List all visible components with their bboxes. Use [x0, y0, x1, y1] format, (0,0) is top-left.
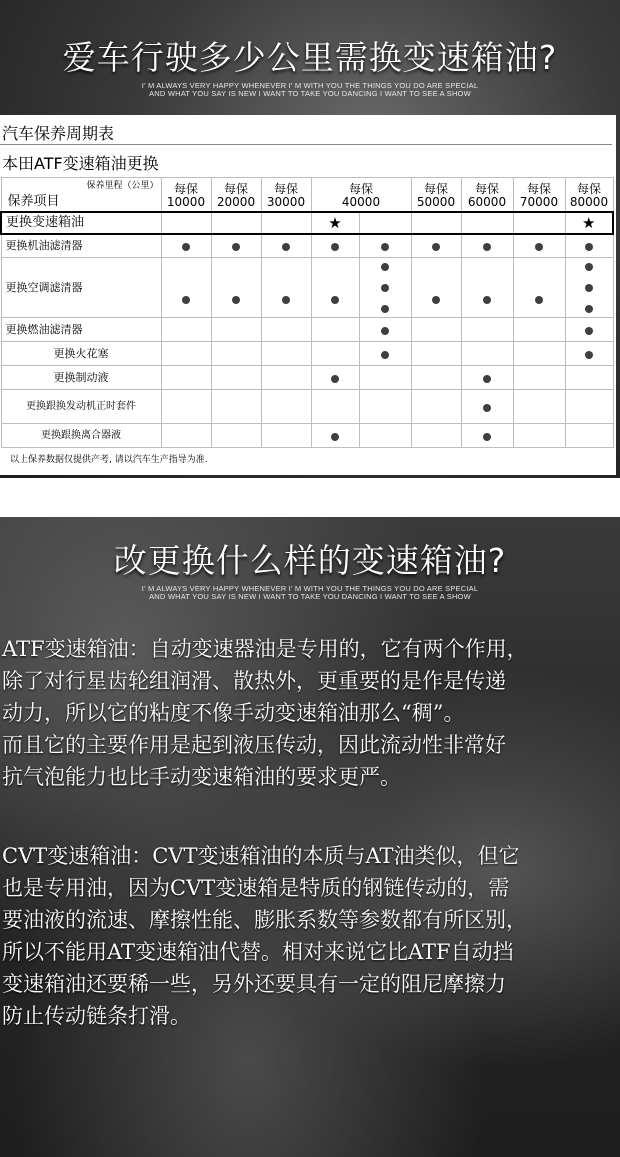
row-label: 更换空调滤清器	[1, 258, 161, 318]
row-label: 更换制动液	[1, 366, 161, 390]
row-label: 更换跟换发动机正时套件	[1, 390, 161, 424]
dot-icon	[182, 243, 190, 251]
dot-icon	[381, 284, 389, 292]
bottom-headline: 改更换什么样的变速箱油?	[113, 541, 507, 580]
col-header: 每保 30000	[261, 178, 311, 212]
dot-icon	[232, 296, 240, 304]
table-row	[1, 342, 613, 366]
table-row	[1, 212, 613, 234]
dot-icon	[331, 296, 339, 304]
table-row	[1, 234, 613, 258]
schedule-table-wrap	[0, 177, 614, 448]
dot-icon	[483, 296, 491, 304]
text-line: 动力，所以它的粘度不像手动变速箱油那么“稠”。	[2, 701, 465, 725]
dot-icon	[282, 243, 290, 251]
dot-icon	[432, 243, 440, 251]
table-row	[1, 390, 613, 424]
sheet-note: 以上保养数据仅提供产考, 请以汽车生产指导为准.	[10, 455, 208, 465]
text-line: 要油液的流速、摩擦性能、膨胀系数等参数都有所区别，	[2, 908, 527, 932]
text-line: CVT变速箱油：CVT变速箱油的本质与AT油类似，但它	[2, 844, 520, 868]
sheet-title: 汽车保养周期表	[2, 124, 115, 143]
sheet-subtitle: 本田ATF变速箱油更换	[2, 154, 159, 173]
table-header-row	[1, 178, 613, 212]
text-line: 而且它的主要作用是起到液压传动，因此流动性非常好	[2, 733, 506, 757]
dot-icon	[535, 243, 543, 251]
dot-icon	[483, 375, 491, 383]
dot-icon	[381, 243, 389, 251]
col-header: 每保 40000	[311, 178, 411, 212]
text-line: ATF变速箱油：自动变速器油是专用的，它有两个作用，	[2, 637, 528, 661]
row-label: 更换变速箱油	[1, 212, 161, 234]
bottom-slogan-line1: I' M ALWAYS VERY HAPPY WHENEVER I' M WITH YOU THE THINGS YOU DO ARE SPECIAL	[141, 584, 479, 593]
item-label: 保养项目	[7, 193, 60, 209]
row-label: 更换跟换离合器液	[1, 424, 161, 448]
table-row	[1, 318, 613, 342]
star-icon: ★	[582, 214, 596, 232]
top-banner	[0, 0, 620, 478]
dot-icon	[585, 305, 593, 313]
text-line: 防止传动链条打滑。	[2, 1004, 191, 1028]
dot-icon	[535, 296, 543, 304]
bottom-slogan	[0, 585, 620, 601]
table-row	[1, 424, 613, 448]
dot-icon	[232, 243, 240, 251]
col-header: 每保 10000	[161, 178, 211, 212]
cvt-paragraph	[2, 840, 620, 1032]
text-line: 所以不能用AT变速箱油代替。相对来说它比ATF自动挡	[2, 940, 514, 964]
dot-icon	[381, 263, 389, 271]
dot-icon	[331, 243, 339, 251]
bottom-banner	[0, 517, 620, 1157]
dot-icon	[381, 305, 389, 313]
dot-icon	[483, 433, 491, 441]
top-slogan-line1: I' M ALWAYS VERY HAPPY WHENEVER I' M WITH YOU THE THINGS YOU DO ARE SPECIAL	[141, 81, 479, 90]
row-label: 更换机油滤清器	[1, 234, 161, 258]
dot-icon	[432, 296, 440, 304]
dot-icon	[381, 327, 389, 335]
dot-icon	[182, 296, 190, 304]
dot-icon	[381, 351, 389, 359]
dot-icon	[282, 296, 290, 304]
table-row	[1, 258, 613, 318]
star-icon: ★	[328, 214, 342, 232]
col-header: 每保 80000	[565, 178, 613, 212]
row-label: 更换燃油滤清器	[1, 318, 161, 342]
text-line: 抗气泡能力也比手动变速箱油的要求更严。	[2, 765, 401, 789]
mileage-label: 保养里程（公里）	[86, 181, 159, 191]
col-header: 每保 70000	[513, 178, 565, 212]
dot-icon	[331, 375, 339, 383]
dot-icon	[585, 351, 593, 359]
schedule-table	[0, 177, 614, 448]
col-header: 每保 20000	[211, 178, 261, 212]
dot-icon	[331, 433, 339, 441]
top-slogan	[0, 82, 620, 98]
divider	[0, 144, 612, 145]
dot-icon	[585, 284, 593, 292]
text-line: 除了对行星齿轮组润滑、散热外，更重要的是作是传递	[2, 669, 506, 693]
dot-icon	[585, 327, 593, 335]
atf-paragraph	[2, 633, 620, 793]
table-row	[1, 366, 613, 390]
text-line: 变速箱油还要稀一些，另外还要具有一定的阻尼摩擦力	[2, 972, 506, 996]
text-line: 也是专用油，因为CVT变速箱是特质的钢链传动的，需	[2, 876, 510, 900]
header-item-cell	[1, 178, 161, 212]
dot-icon	[585, 263, 593, 271]
dot-icon	[483, 404, 491, 412]
bottom-slogan-line2: AND WHAT YOU SAY IS NEW I WANT TO TAKE YOU DANCING I WANT TO SEE A SHOW	[149, 592, 471, 601]
col-header: 每保 60000	[461, 178, 513, 212]
top-slogan-line2: AND WHAT YOU SAY IS NEW I WANT TO TAKE YOU DANCING I WANT TO SEE A SHOW	[149, 89, 471, 98]
dot-icon	[483, 243, 491, 251]
maintenance-sheet	[0, 115, 616, 475]
dot-icon	[585, 243, 593, 251]
row-label: 更换火花塞	[1, 342, 161, 366]
top-headline: 爱车行驶多少公里需换变速箱油?	[62, 38, 558, 77]
col-header: 每保 50000	[411, 178, 461, 212]
